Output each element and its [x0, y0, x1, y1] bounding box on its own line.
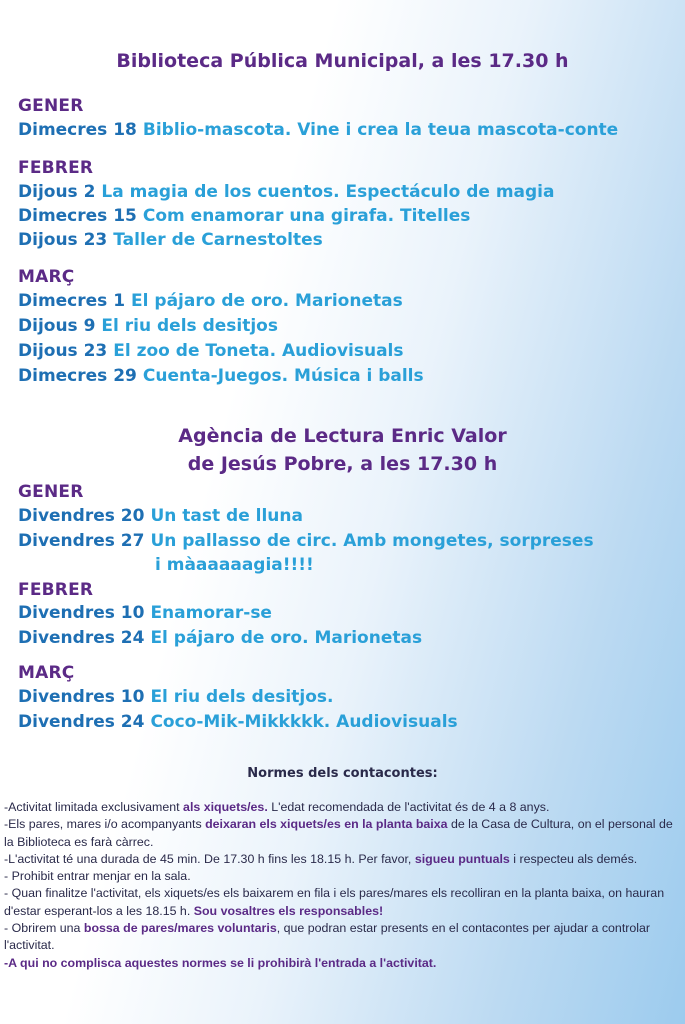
event-day: Divendres 10 [18, 603, 145, 623]
rule-text: -L'activitat té una durada de 45 min. De 17.30 h fins les 18.15 h. Per favor, [4, 851, 415, 866]
event-title: La magia de los cuentos. Espectáculo de magia [101, 182, 555, 202]
rule-item [4, 799, 676, 816]
event-day: Dijous 2 [18, 182, 96, 202]
event-day: Dimecres 29 [18, 366, 137, 386]
rule-text: L'edat recomendada de l'activitat és de 4 a 8 anys. [267, 800, 550, 814]
rule-emphasis: bossa de pares/mares voluntaris [83, 921, 277, 936]
event-row [18, 627, 422, 649]
event-day: Divendres 24 [18, 628, 145, 648]
rule-item [4, 816, 676, 851]
event-title: El pájaro de oro. Marionetas [131, 291, 403, 311]
rule-text: de la Casa de Cultura, on el personal de la Biblioteca es farà càrrec. [4, 817, 673, 849]
event-row [18, 229, 323, 251]
rules-list [4, 799, 676, 972]
event-day: Divendres 24 [18, 712, 145, 732]
event-day: Divendres 20 [18, 506, 145, 526]
event-row [18, 711, 458, 733]
event-row [18, 290, 403, 312]
venue2-month-marc: MARÇ [18, 663, 75, 683]
event-row [18, 365, 424, 387]
event-day: Dijous 9 [18, 316, 96, 336]
event-day: Dimecres 18 [18, 120, 137, 140]
rule-text: i respecteu als demés. [509, 851, 638, 866]
rule-text: - Obrirem una [4, 921, 84, 936]
event-row [18, 340, 404, 362]
event-day: Dimecres 1 [18, 291, 126, 311]
rule-item [4, 955, 676, 972]
event-title: Com enamorar una girafa. Titelles [142, 206, 471, 226]
event-title: Taller de Carnestoltes [113, 230, 323, 250]
event-title: El riu dels desitjos [101, 316, 278, 336]
event-title: Enamorar-se [150, 603, 272, 623]
event-row [18, 530, 594, 552]
event-row [18, 686, 333, 708]
rule-emphasis: Sou vosaltres els responsables! [193, 903, 384, 918]
venue2-month-gener: GENER [18, 482, 84, 502]
event-title: Biblio-mascota. Vine i crea la teua mascota-conte [142, 120, 619, 140]
event-row [18, 602, 272, 624]
event-day: Divendres 27 [18, 531, 145, 551]
venue2-title-line1: Agència de Lectura Enric Valor [178, 425, 507, 447]
venue1-month-febrer: FEBRER [18, 158, 94, 178]
venue1-month-gener: GENER [18, 96, 84, 116]
rule-emphasis: -A qui no complisca aquestes normes se li prohibirà l'entrada a l'activitat. [4, 955, 437, 970]
event-title: El zoo de Toneta. Audiovisuals [113, 341, 404, 361]
rule-text: , que podran estar presents en el contacontes per ajudar a controlar l'activitat. [4, 921, 651, 953]
venue1-title: Biblioteca Pública Municipal, a les 17.30 h [116, 50, 569, 72]
rule-emphasis: deixaran els xiquets/es en la planta baixa [205, 817, 448, 832]
rule-item [4, 885, 676, 920]
event-row [18, 119, 618, 141]
event-title: Coco-Mik-Mikkkkk. Audiovisuals [150, 712, 458, 732]
event-title: El riu dels desitjos. [150, 687, 334, 707]
event-row [18, 181, 554, 203]
rule-text: -Activitat limitada exclusivament [4, 800, 184, 814]
rule-item [4, 851, 676, 868]
rule-text: - Prohibit entrar menjar en la sala. [4, 869, 191, 884]
event-day: Dijous 23 [18, 341, 108, 361]
rule-text: - Quan finalitze l'activitat, els xiquets/es els baixarem en fila i els pares/mares els recolliran en la planta baixa, on hauran d'estar esperant-los a les 18.15 h. [4, 886, 665, 918]
rule-emphasis: sigueu puntuals [414, 851, 510, 866]
venue2-month-febrer: FEBRER [18, 580, 94, 600]
rules-title: Normes dels contacontes: [247, 766, 438, 781]
rule-emphasis: als xiquets/es. [183, 800, 268, 814]
rule-text: -Els pares, mares i/o acompanyants [4, 817, 206, 832]
event-title: Cuenta-Juegos. Música i balls [142, 366, 424, 386]
event-title: Un pallasso de circ. Amb mongetes, sorpreses [150, 531, 594, 551]
rule-item [4, 868, 676, 885]
event-row [18, 205, 470, 227]
event-row [18, 505, 303, 527]
event-title-continuation: i màaaaaagia!!!! [155, 555, 314, 575]
event-day: Divendres 10 [18, 687, 145, 707]
event-title: El pájaro de oro. Marionetas [150, 628, 423, 648]
event-row [18, 315, 278, 337]
venue1-month-marc: MARÇ [18, 267, 75, 287]
event-title: Un tast de lluna [150, 506, 303, 526]
event-day: Dijous 23 [18, 230, 108, 250]
rule-item [4, 920, 676, 955]
venue2-title-line2: de Jesús Pobre, a les 17.30 h [187, 453, 498, 475]
event-day: Dimecres 15 [18, 206, 137, 226]
